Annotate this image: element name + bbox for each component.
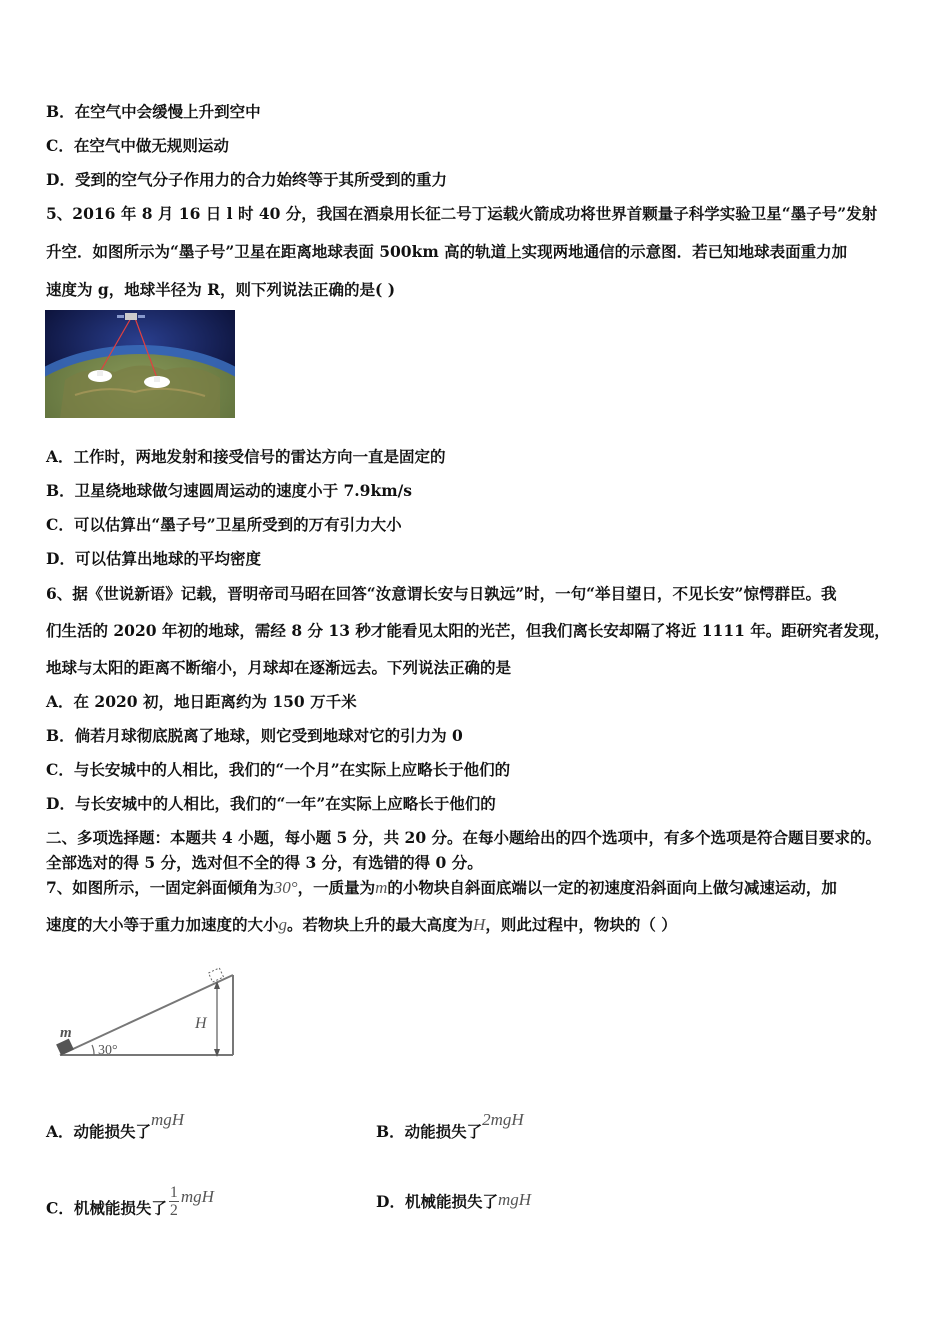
section2-heading-line-2: 全部选对的得 5 分，选对但不全的得 3 分，有选错的得 0 分。 (46, 853, 483, 872)
q6-stem-line-1: 6、据《世说新语》记载，晋明帝司马昭在回答“汝意谓长安与日孰远”时，一句“举目望日，不见长安”惊愕群臣。我 (46, 584, 837, 603)
q6-option-a: A．在 2020 初，地日距离约为 150 万千米 (46, 692, 357, 711)
q5-option-c: C．可以估算出“墨子号”卫星所受到的万有引力大小 (46, 515, 402, 534)
q7-option-d (376, 1192, 531, 1212)
q5-stem-line-2: 升空．如图所示为“墨子号”卫星在距离地球表面 500km 高的轨道上实现两地通信的示意图．若已知地球表面重力加 (46, 242, 848, 261)
q7-option-c-math: mgH (180, 1186, 214, 1206)
q7-option-a-math: mgH (151, 1110, 185, 1129)
q7-stem-line-1 (46, 878, 837, 898)
q5-option-a: A．工作时，两地发射和接受信号的雷达方向一直是固定的 (46, 447, 446, 466)
q7-H-math: H (473, 915, 486, 934)
q7-g-math: g (278, 915, 288, 934)
q7-option-d-text: D．机械能损失了 (376, 1192, 498, 1211)
section2-heading-line-1: 二、多项选择题：本题共 4 小题，每小题 5 分，共 20 分。在每小题给出的四个选项中，有多个选项是符合题目要求的。 (46, 828, 882, 847)
q7-option-b (376, 1110, 524, 1142)
q5-stem-line-3: 速度为 g，地球半径为 R，则下列说法正确的是( ) (46, 280, 396, 299)
figure-label-H: H (195, 1015, 207, 1032)
q5-option-d: D．可以估算出地球的平均密度 (46, 549, 261, 568)
incline-figure (52, 965, 242, 1065)
q7-option-c (46, 1184, 214, 1227)
fraction-numerator: 1 (169, 1184, 178, 1201)
incline-diagram (52, 965, 242, 1065)
ground-station-left-icon (88, 370, 112, 382)
q7-stem-text-4: 速度的大小等于重力加速度的大小 (46, 915, 279, 934)
q7-stem-text-3: 的小物块自斜面底端以一定的初速度沿斜面向上做匀减速运动，加 (387, 878, 837, 897)
block-icon (56, 1039, 74, 1056)
q4-option-d: D．受到的空气分子作用力的合力始终等于其所受到的重力 (46, 170, 447, 189)
fraction-denominator: 2 (169, 1202, 178, 1219)
angle-arc (92, 1045, 94, 1055)
q7-option-a (46, 1110, 185, 1142)
q7-option-a-text: A．动能损失了 (46, 1122, 152, 1141)
q6-option-d: D．与长安城中的人相比，我们的“一年”在实际上应略长于他们的 (46, 794, 496, 813)
q7-option-b-text: B．动能损失了 (376, 1122, 483, 1141)
q7-stem-text-6: ，则此过程中，物块的（ ） (485, 915, 677, 934)
q6-stem-line-2: 们生活的 2020 年初的地球，需经 8 分 13 秒才能看见太阳的光芒，但我们离长安却隔了将近 1111 年。距研究者发现， (46, 621, 890, 640)
q7-angle-math: 30° (273, 878, 298, 897)
q7-stem-text-5: 。若物块上升的最大高度为 (287, 915, 474, 934)
ground-station-right-icon (144, 376, 170, 388)
q5-stem-line-1: 5、2016 年 8 月 16 日 l 时 40 分，我国在酒泉用长征二号丁运载火箭成功将世界首颗量子科学实验卫星“墨子号”发射 (46, 204, 878, 223)
figure-label-m: m (60, 1025, 72, 1041)
q4-option-c: C．在空气中做无规则运动 (46, 136, 229, 155)
q7-option-c-fraction (169, 1184, 179, 1219)
incline-slope-line (60, 975, 233, 1055)
q4-option-b: B．在空气中会缓慢上升到空中 (46, 102, 261, 121)
q5-option-b: B．卫星绕地球做匀速圆周运动的速度小于 7.9km/s (46, 481, 412, 500)
satellite-earth-image (45, 310, 235, 418)
q7-option-d-math: mgH (497, 1190, 532, 1209)
q7-stem-text-1: 7、如图所示，一固定斜面倾角为 (46, 878, 274, 897)
satellite-communication-figure (45, 310, 235, 418)
figure-label-angle: 30° (98, 1043, 118, 1058)
q6-stem-line-3: 地球与太阳的距离不断缩小，月球却在逐渐远去。下列说法正确的是 (46, 658, 512, 677)
q6-option-c: C．与长安城中的人相比，我们的“一个月”在实际上应略长于他们的 (46, 760, 511, 779)
q7-stem-text-2: ，一质量为 (297, 878, 376, 897)
q7-stem-line-2 (46, 915, 677, 935)
q7-option-c-text: C．机械能损失了 (46, 1198, 167, 1218)
q7-option-b-math: 2mgH (482, 1110, 524, 1129)
q7-mass-math: m (375, 878, 388, 897)
q6-option-b: B．倘若月球彻底脱离了地球，则它受到地球对它的引力为 0 (46, 726, 463, 745)
